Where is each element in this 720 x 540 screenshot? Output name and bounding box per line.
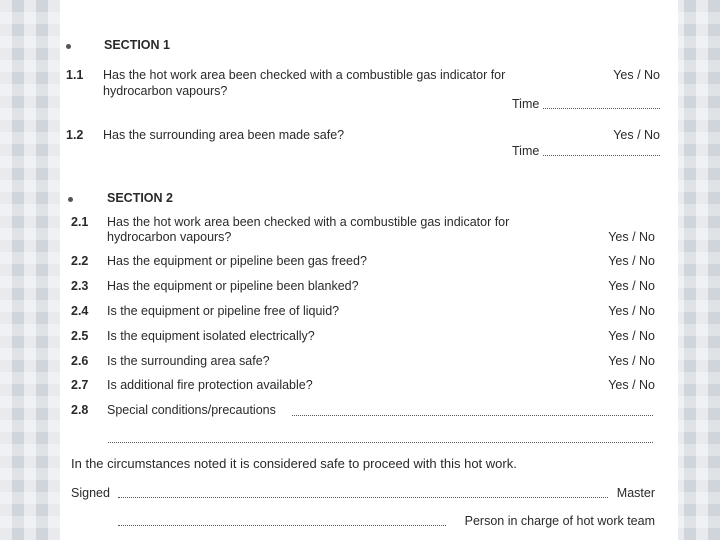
yes-no-answer[interactable]: Yes / No (608, 230, 655, 244)
item-number: 2.6 (71, 354, 89, 368)
question-text: hydrocarbon vapours? (103, 84, 228, 98)
yes-no-answer[interactable]: Yes / No (613, 68, 660, 82)
yes-no-answer[interactable]: Yes / No (613, 128, 660, 142)
yes-no-answer[interactable]: Yes / No (608, 329, 655, 343)
question-text: Is the surrounding area safe? (107, 354, 270, 368)
item-number: 2.3 (71, 279, 89, 293)
item-number: 1.1 (66, 68, 84, 82)
time-label: Time (512, 144, 540, 158)
question-text: Is additional fire protection available? (107, 378, 313, 392)
special-conditions-field-line-2[interactable] (108, 442, 653, 443)
person-in-charge-label: Person in charge of hot work team (464, 514, 655, 528)
question-text: Has the surrounding area been made safe? (103, 128, 345, 142)
master-label: Master (616, 486, 655, 500)
item-number: 2.5 (71, 329, 89, 343)
yes-no-answer[interactable]: Yes / No (608, 254, 655, 268)
time-field[interactable] (543, 155, 660, 156)
question-text: Has the hot work area been checked with a combustible gas indicator for (103, 68, 506, 82)
time-label: Time (512, 97, 540, 111)
question-text: Is the equipment or pipeline free of liquid? (107, 304, 340, 318)
section-2-title: SECTION 2 (107, 191, 173, 205)
question-text: hydrocarbon vapours? (107, 230, 232, 244)
question-text: Has the equipment or pipeline been blanked? (107, 279, 359, 293)
signed-label: Signed (71, 486, 110, 500)
bullet-icon (68, 197, 73, 202)
item-number: 2.2 (71, 254, 89, 268)
statement-text: In the circumstances noted it is considered safe to proceed with this hot work. (71, 456, 517, 471)
item-number: 2.1 (71, 215, 89, 229)
bullet-icon (66, 44, 71, 49)
yes-no-answer[interactable]: Yes / No (608, 354, 655, 368)
special-conditions-field[interactable] (292, 415, 653, 416)
yes-no-answer[interactable]: Yes / No (608, 279, 655, 293)
master-signature-field[interactable] (118, 497, 608, 498)
person-in-charge-signature-field[interactable] (118, 525, 446, 526)
question-text: Has the equipment or pipeline been gas freed? (107, 254, 367, 268)
question-text: Has the hot work area been checked with a combustible gas indicator for (107, 215, 510, 229)
section-1-title: SECTION 1 (104, 38, 170, 52)
item-number: 1.2 (66, 128, 84, 142)
yes-no-answer[interactable]: Yes / No (608, 378, 655, 392)
question-text: Special conditions/precautions (107, 403, 276, 417)
question-text: Is the equipment isolated electrically? (107, 329, 315, 343)
item-number: 2.4 (71, 304, 89, 318)
item-number: 2.7 (71, 378, 89, 392)
yes-no-answer[interactable]: Yes / No (608, 304, 655, 318)
item-number: 2.8 (71, 403, 89, 417)
time-field[interactable] (543, 108, 660, 109)
